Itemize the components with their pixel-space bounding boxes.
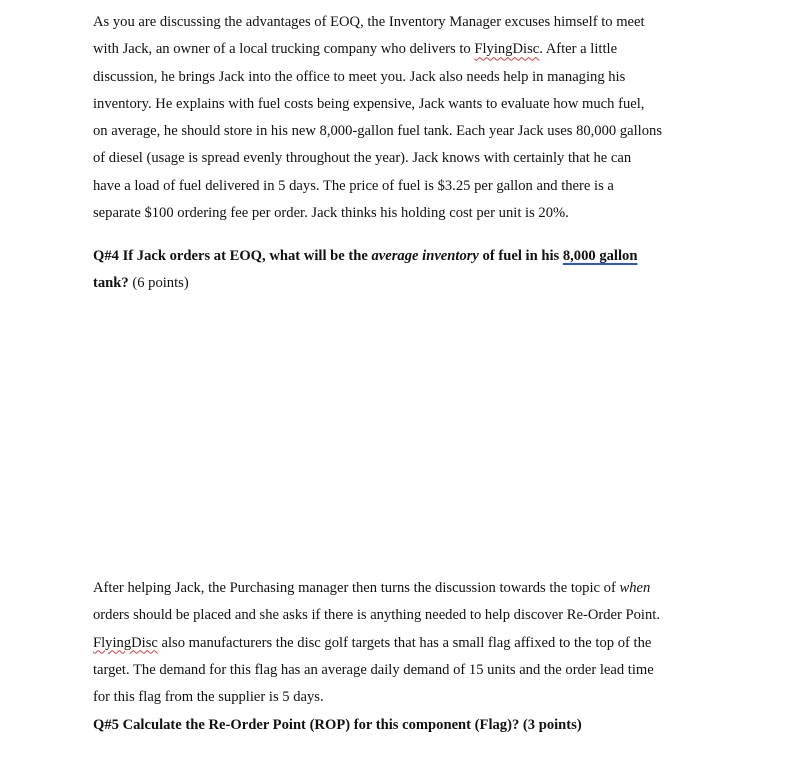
text-line: discussion, he brings Jack into the office to meet you. Jack also needs help in managing his — [93, 68, 626, 85]
question-text: of fuel in his — [478, 248, 563, 264]
text-line — [93, 575, 793, 602]
emphasis-text: average inventory — [371, 248, 479, 264]
text-line — [93, 243, 793, 270]
misspelled-word[interactable]: FlyingDisc — [93, 634, 158, 651]
text-line: have a load of fuel delivered in 5 days. The price of fuel is $3.25 per gallon and there is a — [93, 177, 614, 194]
text-segment: also manufacturers the disc golf targets that has a small flag affixed to the top of the — [157, 634, 652, 651]
question-text: Q#5 Calculate the Re-Order Point (ROP) for this component (Flag)? (3 points) — [93, 717, 582, 733]
misspelled-word[interactable]: FlyingDisc — [474, 41, 540, 58]
question-text: tank? — [93, 275, 129, 292]
points-label: (6 points) — [128, 275, 189, 292]
text-line: inventory. He explains with fuel costs being expensive, Jack wants to evaluate how much fuel, — [93, 95, 645, 112]
emphasis-text: when — [619, 580, 651, 596]
question-4 — [93, 243, 793, 298]
intro-paragraph — [93, 9, 793, 227]
question-5 — [93, 712, 793, 739]
question-text: Q#4 If Jack orders at EOQ, what will be the — [93, 248, 372, 264]
text-line: separate $100 ordering fee per order. Jack thinks his holding cost per unit is 20%. — [93, 205, 569, 222]
text-line: target. The demand for this flag has an average daily demand of 15 units and the order lead time — [93, 661, 654, 678]
text-line — [93, 36, 793, 63]
text-line: of diesel (usage is spread evenly throughout the year). Jack knows with certainly that he can — [93, 150, 632, 167]
text-line — [93, 630, 793, 657]
text-line: As you are discussing the advantages of EOQ, the Inventory Manager excuses himself to meet — [93, 14, 645, 30]
text-segment: with Jack, an owner of a local trucking company who delivers to — [93, 41, 475, 58]
text-line: for this flag from the supplier is 5 days. — [93, 689, 324, 706]
text-segment: After helping Jack, the Purchasing manager then turns the discussion towards the topic of — [93, 580, 620, 596]
text-line: on average, he should store in his new 8,000-gallon fuel tank. Each year Jack uses 80,000 gallons — [93, 123, 663, 140]
text-segment: . After a little — [539, 41, 618, 58]
text-line — [93, 270, 793, 297]
rop-paragraph — [93, 575, 793, 711]
text-line: orders should be placed and she asks if there is anything needed to help discover Re-Order Point. — [93, 607, 660, 624]
grammar-flag-text[interactable]: 8,000 gallon — [562, 248, 638, 264]
